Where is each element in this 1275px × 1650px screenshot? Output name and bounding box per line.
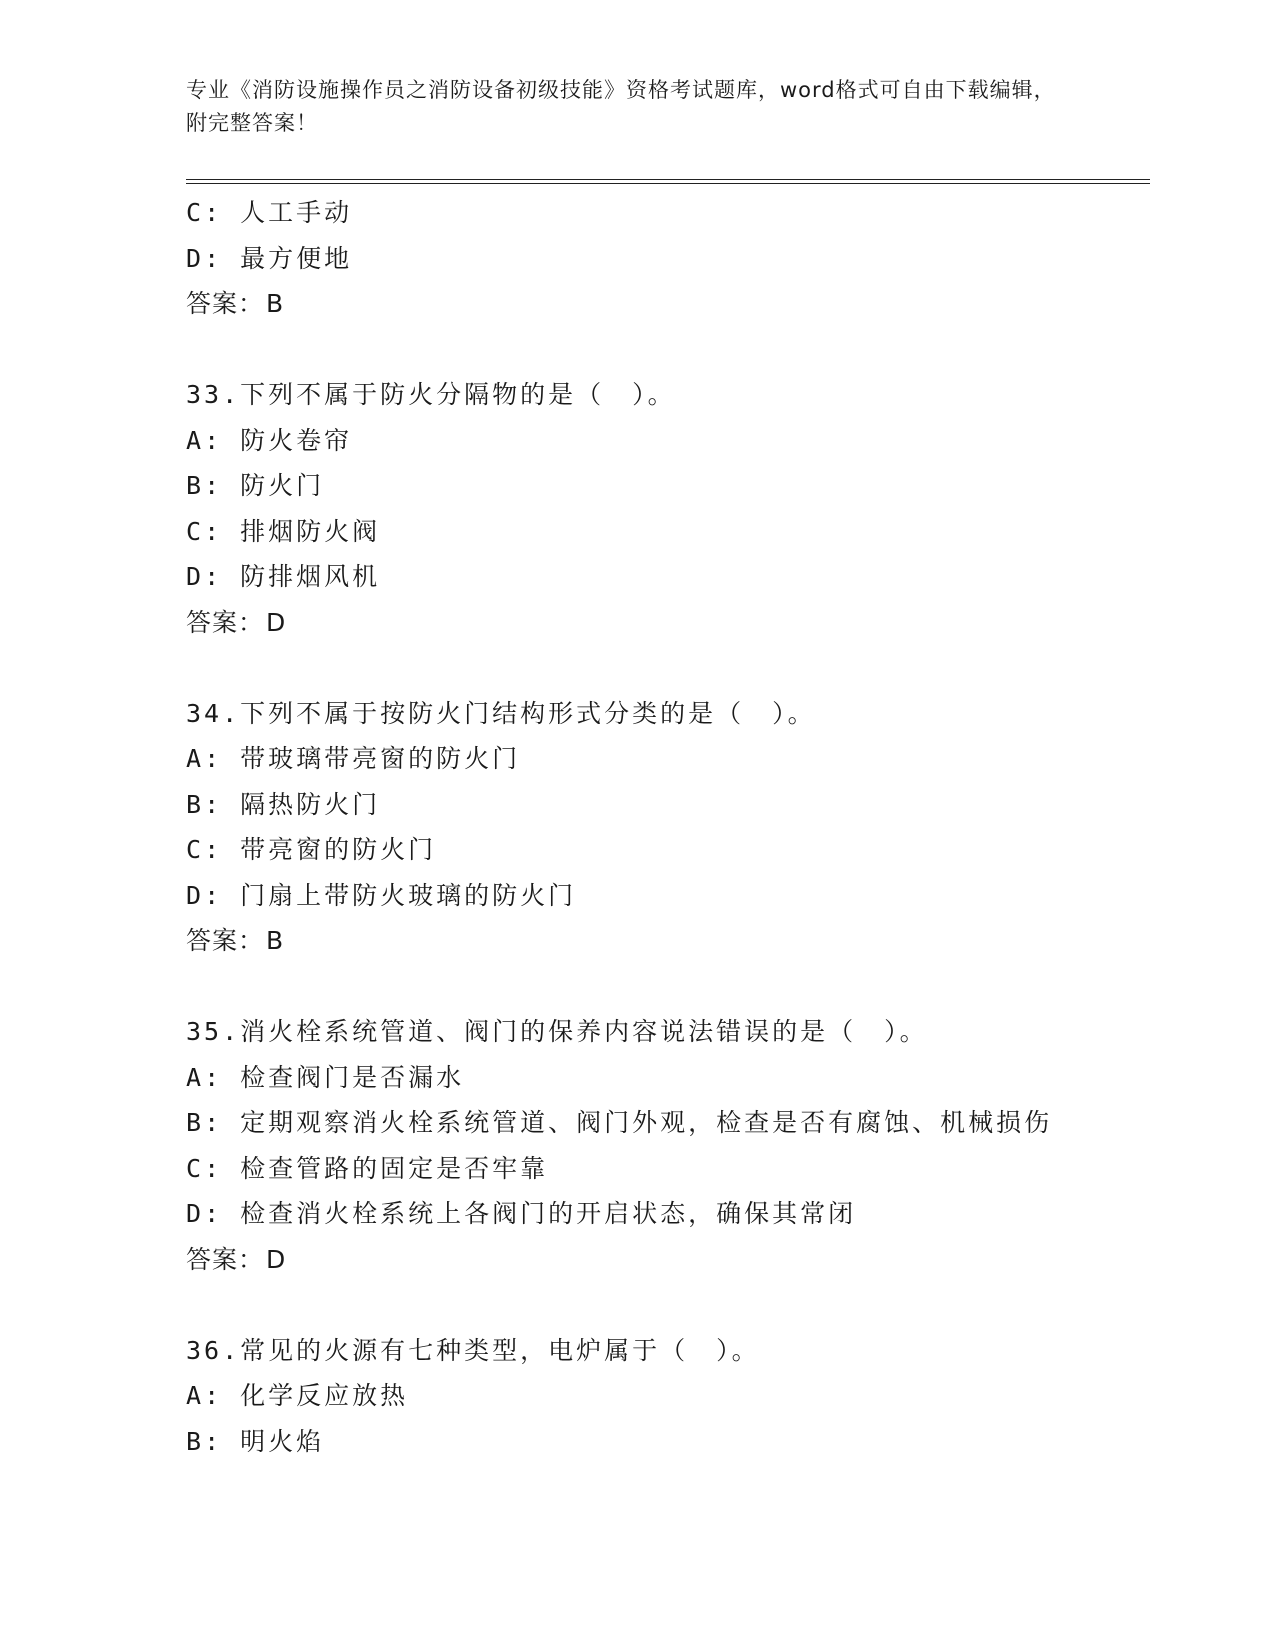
answer-label: 答案： [186, 289, 265, 318]
option-a [186, 418, 1150, 464]
option-a [186, 1055, 1150, 1101]
option-letter: A [186, 1062, 205, 1092]
question-number: 36. [186, 1335, 241, 1365]
option-separator: : [204, 835, 223, 864]
option-text: 带亮窗的防火门 [222, 835, 437, 864]
question-list [186, 190, 1150, 1464]
option-text: 明火焰 [222, 1426, 325, 1456]
option-text: 化学反应放热 [222, 1381, 409, 1410]
option-letter: B [186, 789, 205, 819]
option-c [186, 509, 1150, 555]
option-b [186, 1100, 1150, 1146]
option-a [186, 736, 1150, 782]
option-b [186, 782, 1150, 828]
spacer [186, 964, 1150, 1010]
question-number: 35. [186, 1017, 241, 1046]
question-stem [186, 1328, 1150, 1374]
answer-value: B [266, 289, 285, 318]
option-separator: : [204, 1062, 223, 1092]
answer-line [186, 918, 1150, 964]
question-text: 常见的火源有七种类型，电炉属于（ ）。 [240, 1335, 760, 1365]
option-letter: B [186, 471, 205, 500]
answer-value: D [266, 1244, 287, 1274]
option-separator: : [204, 198, 223, 227]
option-separator: : [204, 562, 223, 591]
option-separator: : [204, 516, 223, 546]
question-text: 下列不属于防火分隔物的是（ ）。 [240, 380, 676, 409]
option-separator: : [204, 880, 223, 910]
question-stem [186, 1009, 1150, 1055]
option-text: 检查消火栓系统上各阀门的开启状态，确保其常闭 [222, 1199, 857, 1228]
answer-line [186, 281, 1150, 327]
option-text: 检查管路的固定是否牢靠 [222, 1153, 549, 1183]
answer-label: 答案： [186, 1244, 265, 1274]
option-separator: : [204, 1199, 223, 1228]
option-a [186, 1373, 1150, 1419]
option-text: 人工手动 [222, 198, 353, 227]
header-text: 专业《消防设施操作员之消防设备初级技能》资格考试题库，word格式可自由下载编辑，附完整答案！ [186, 78, 1056, 135]
option-d [186, 1191, 1150, 1237]
option-c [186, 1146, 1150, 1192]
question-number: 33. [186, 380, 241, 409]
option-text: 最方便地 [222, 243, 353, 273]
option-letter: A [186, 425, 205, 455]
option-text: 门扇上带防火玻璃的防火门 [222, 880, 577, 910]
option-text: 隔热防火门 [222, 789, 381, 819]
question-stem [186, 372, 1150, 418]
answer-label: 答案： [186, 607, 265, 637]
option-letter: D [186, 880, 205, 910]
answer-line [186, 600, 1150, 646]
spacer [186, 645, 1150, 691]
option-text: 防火门 [222, 471, 325, 500]
option-letter: C [186, 516, 205, 546]
option-text: 带玻璃带亮窗的防火门 [222, 744, 521, 773]
option-letter: A [186, 1381, 205, 1410]
option-letter: B [186, 1108, 205, 1137]
option-d [186, 873, 1150, 919]
header-rule-bottom [186, 183, 1150, 184]
spacer [186, 327, 1150, 373]
option-separator: : [204, 1153, 223, 1183]
page-header [186, 74, 1066, 140]
question-text: 下列不属于按防火门结构形式分类的是（ ）。 [240, 698, 816, 728]
option-letter: A [186, 744, 205, 773]
option-letter: C [186, 198, 205, 227]
option-letter: D [186, 1199, 205, 1228]
option-d [186, 236, 1150, 282]
option-text: 防火卷帘 [222, 425, 353, 455]
option-letter: D [186, 562, 205, 591]
option-separator: : [204, 744, 223, 773]
option-separator: : [204, 425, 223, 455]
option-letter: B [186, 1426, 205, 1456]
option-d [186, 554, 1150, 600]
option-separator: : [204, 1108, 223, 1137]
option-letter: C [186, 1153, 205, 1183]
answer-line [186, 1237, 1150, 1283]
option-separator: : [204, 1426, 223, 1456]
question-number: 34. [186, 698, 241, 728]
header-rule-top [186, 179, 1150, 180]
option-text: 排烟防火阀 [222, 516, 381, 546]
option-c [186, 827, 1150, 873]
question-stem [186, 691, 1150, 737]
option-separator: : [204, 1381, 223, 1410]
option-separator: : [204, 471, 223, 500]
answer-label: 答案： [186, 926, 265, 955]
option-text: 防排烟风机 [222, 562, 381, 591]
option-text: 检查阀门是否漏水 [222, 1062, 465, 1092]
option-c [186, 190, 1150, 236]
answer-value: D [266, 607, 287, 637]
option-text: 定期观察消火栓系统管道、阀门外观，检查是否有腐蚀、机械损伤 [222, 1108, 1053, 1137]
option-letter: C [186, 835, 205, 864]
option-separator: : [204, 789, 223, 819]
option-b [186, 1419, 1150, 1465]
spacer [186, 1282, 1150, 1328]
option-b [186, 463, 1150, 509]
option-separator: : [204, 243, 223, 273]
option-letter: D [186, 243, 205, 273]
question-text: 消火栓系统管道、阀门的保养内容说法错误的是（ ）。 [240, 1017, 928, 1046]
answer-value: B [266, 926, 285, 955]
